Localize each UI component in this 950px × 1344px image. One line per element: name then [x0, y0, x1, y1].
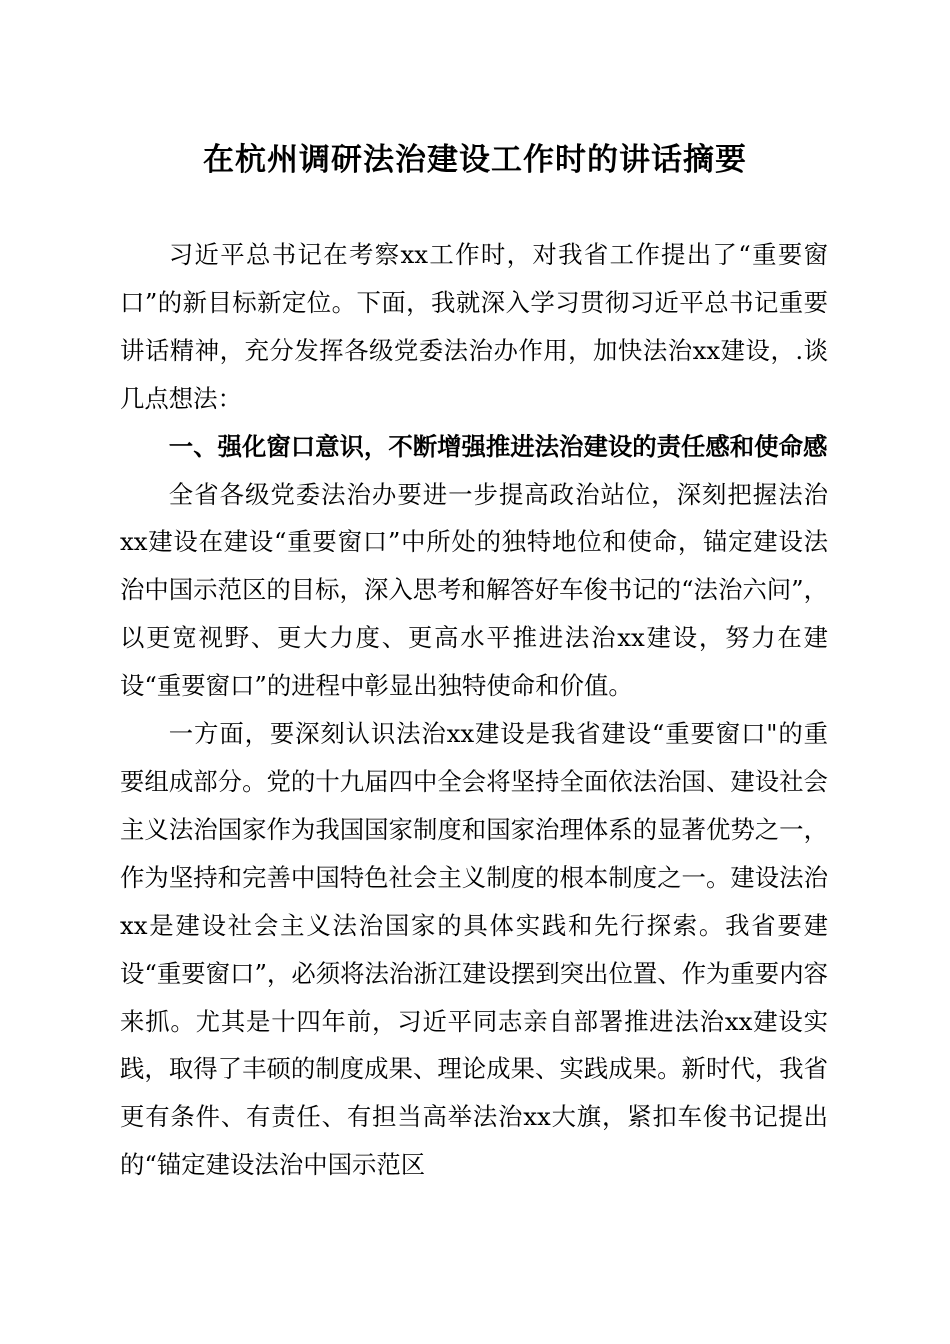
paragraph: 一方面，要深刻认识法治xx建设是我省建设“重要窗口"的重要组成部分。党的十九届四中全会将坚持全面依法治国、建设社会主义法治国家作为我国国家制度和国家治理体系的显著优势之一，作为坚持和完善中国特色社会主义制度的根本制度之一。建设法治xx是建设社会主义法治国家的具体实践和先行探索。我省要建设“重要窗口”，必须将法治浙江建设摆到突出位置、作为重要内容来抓。尤其是十四年前，习近平同志亲自部署推进法治xx建设实践，取得了丰硕的制度成果、理论成果、实践成果。新时代，我省更有条件、有责任、有担当高举法治xx大旗，紧扣车俊书记提出的“锚定建设法治中国示范区: [120, 719, 828, 1180]
document-title: 在杭州调研法治建设工作时的讲话摘要: [203, 142, 747, 178]
document-body: [120, 231, 828, 1189]
paragraph-intro: 习近平总书记在考察xx工作时，对我省工作提出了“重要窗口”的新目标新定位。下面，我就深入学习贯彻习近平总书记重要讲话精神，充分发挥各级党委法治办作用，加快法治xx建设，.谈几点想法：: [120, 240, 828, 413]
paragraph: 全省各级党委法治办要进一步提高政治站位，深刻把握法治xx建设在建设“重要窗口”中所处的独特地位和使命，锚定建设法治中国示范区的目标，深入思考和解答好车俊书记的“法治六问”，以更宽视野、更大力度、更高水平推进法治xx建设，努力在建设“重要窗口”的进程中彰显出独特使命和价值。: [120, 479, 828, 701]
section-heading-1: 一、强化窗口意识，不断增强推进法治建设的责任感和使命感: [168, 431, 828, 461]
